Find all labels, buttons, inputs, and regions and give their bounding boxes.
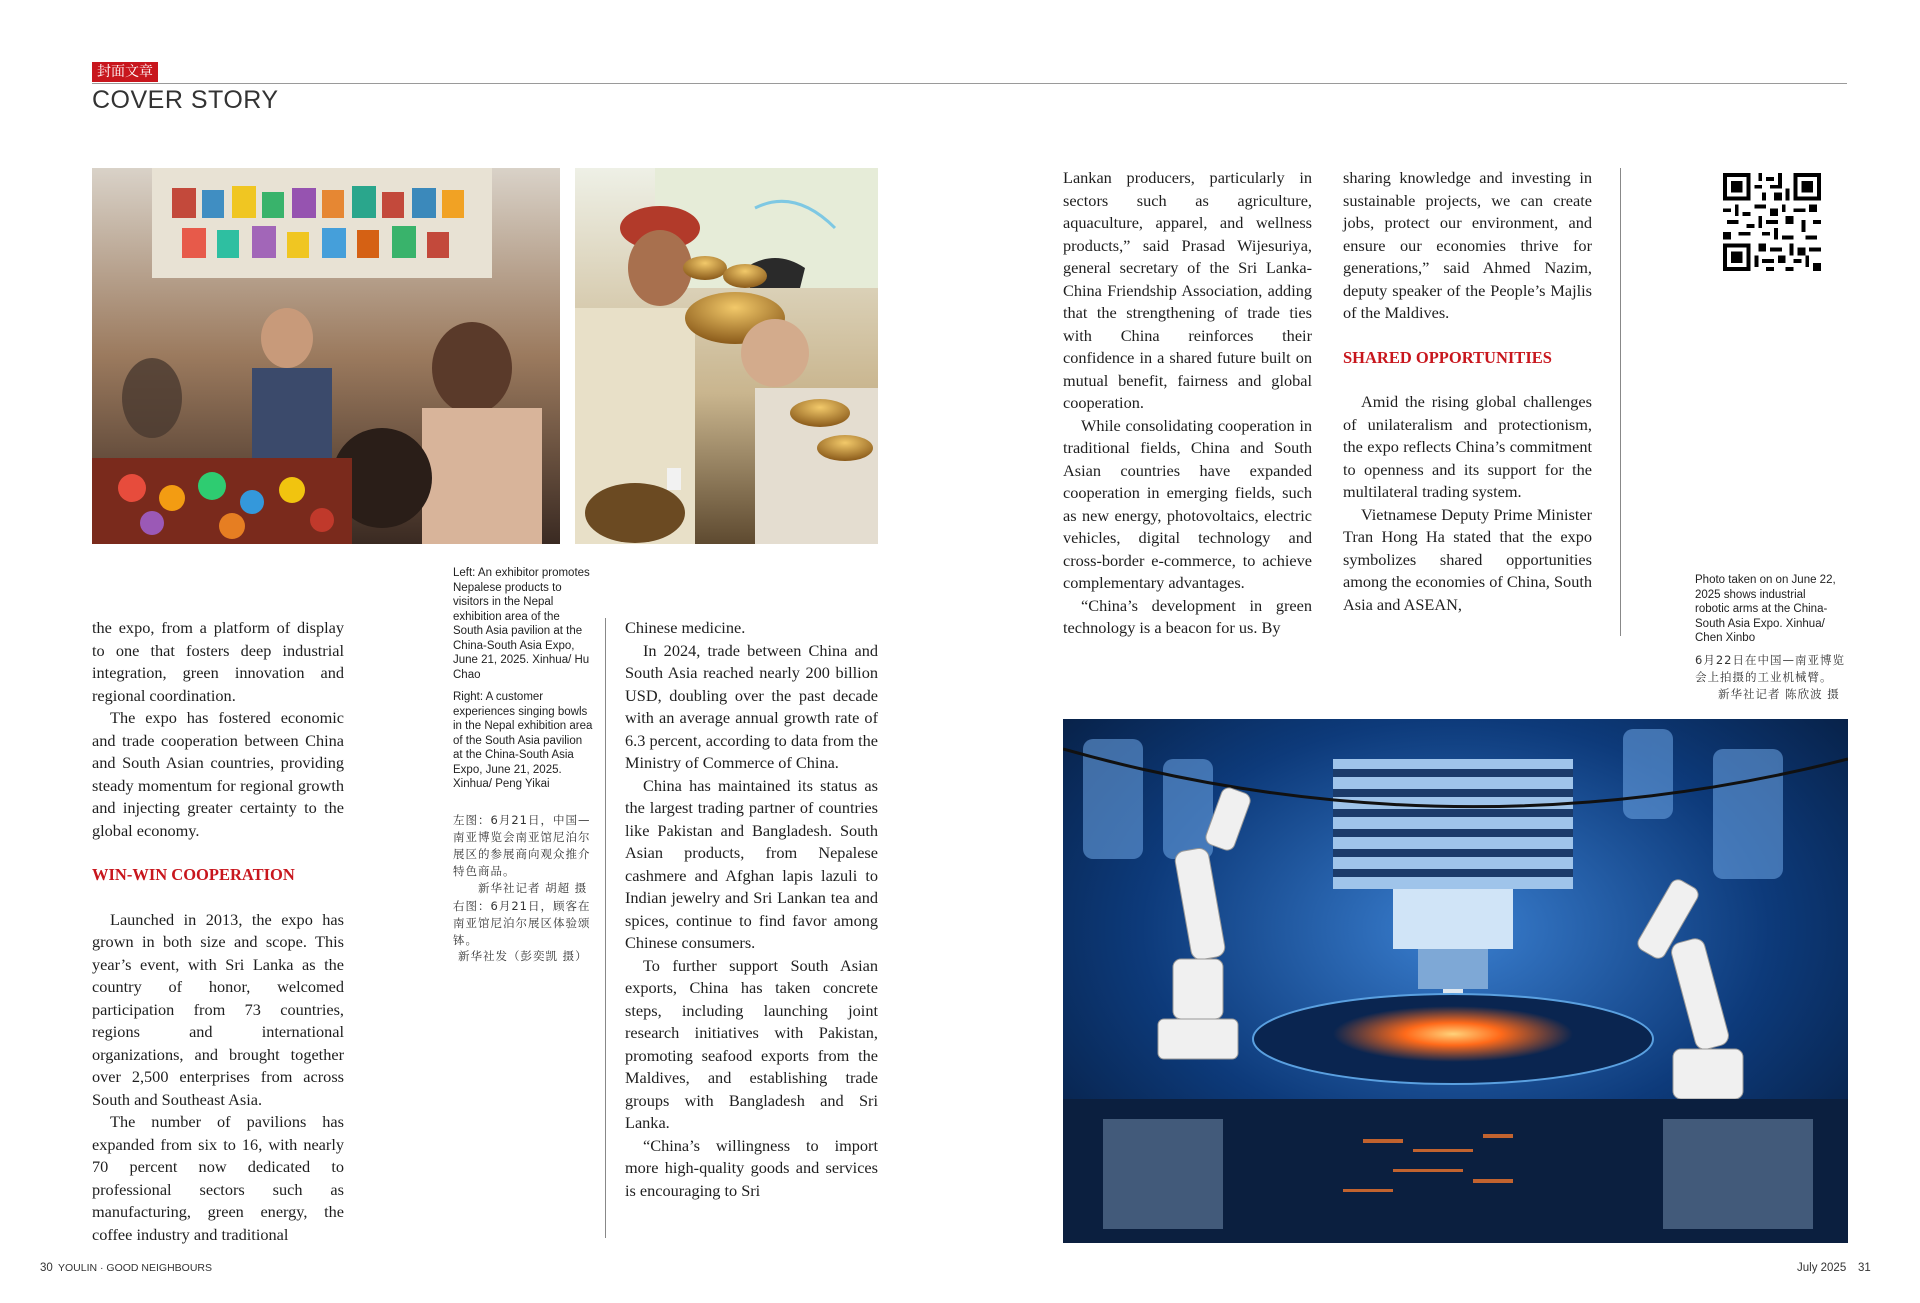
col1-paragraph-4: The number of pavilions has expanded from six to 16, with nearly 70 percent now dedicated to professional sectors such as manufacturing, green energy, the coffee industry and traditional bbox=[92, 1112, 344, 1244]
col2-paragraph-1: Chinese medicine. bbox=[625, 618, 746, 637]
caption-right-cn-credit: 新华社记者 陈欣波 摄 bbox=[1718, 687, 1840, 701]
col4-paragraph-1: sharing knowledge and investing in sustainable projects, we can create jobs, protect our environment, and ensure our economies thrive for generations,” said Ahmed Nazim, deputy speaker of the People’s Majlis of the Maldives. bbox=[1343, 168, 1592, 322]
footer-left-page-number: 30 bbox=[40, 1262, 53, 1274]
col4-paragraph-3: Vietnamese Deputy Prime Minister Tran Hong Ha stated that the expo symbolizes shared opportunities among the economies of China, South Asia and ASEAN, bbox=[1343, 504, 1592, 614]
caption-right-en: Photo taken on on June 22, 2025 shows industrial robotic arms at the China-South Asia Expo. Xinhua/ Chen Xinbo bbox=[1695, 574, 1836, 644]
qr-code-icon bbox=[1723, 173, 1821, 271]
section-badge: 封面文章 bbox=[92, 62, 158, 82]
photo-nepal-stall-image bbox=[92, 168, 560, 544]
photo-singing-bowls-image bbox=[575, 168, 878, 544]
caption-left-en-1: Left: An exhibitor promotes Nepalese products to visitors in the Nepal exhibition area of the South Asia pavilion at the China-South Asia Expo, June 21, 2025. Xinhua/ Hu Chao bbox=[453, 567, 590, 681]
caption-left-cn-1-credit: 新华社记者 胡超 摄 bbox=[478, 881, 588, 895]
section-title: COVER STORY bbox=[92, 86, 279, 114]
photo-nepal-stall bbox=[92, 168, 560, 544]
article-column-2 bbox=[625, 617, 878, 1202]
column-divider-right bbox=[1620, 168, 1621, 636]
col2-paragraph-3: China has maintained its status as the largest trading partner of countries like Pakistan and Bangladesh. South Asian products, from Nepalese cashmere and Afghan lapis lazuli to Indian jewelry and Sri Lankan tea and spices, continue to find favor among Chinese consumers. bbox=[625, 775, 878, 952]
footer-right-date: July 2025 bbox=[1797, 1262, 1847, 1274]
col2-paragraph-5: “China’s willingness to import more high-quality goods and services is encouraging to Sri bbox=[625, 1135, 878, 1200]
column-divider-left bbox=[605, 618, 606, 1238]
subheading-win-win: WIN-WIN COOPERATION bbox=[92, 865, 295, 884]
caption-right-cn: 6月22日在中国—南亚博览会上拍摄的工业机械臂。 bbox=[1695, 653, 1845, 684]
article-column-3 bbox=[1063, 167, 1312, 640]
col1-paragraph-3: Launched in 2013, the expo has grown in both size and scope. This year’s event, with Sri Lanka as the country of honor, welcomed participation from 73 countries, regions and international organizations, and brought together over 2,500 enterprises from across South and Southeast Asia. bbox=[92, 909, 344, 1109]
article-column-1 bbox=[92, 617, 344, 1246]
header-rule bbox=[92, 83, 1847, 84]
caption-left-en-2: Right: A customer experiences singing bowls in the Nepal exhibition area of the South Asia pavilion at the China-South Asia Expo, June 21, 2025. Xinhua/ Peng Yikai bbox=[453, 691, 593, 790]
photo-robotic-arms-image bbox=[1063, 719, 1848, 1243]
col2-paragraph-4: To further support South Asian exports, China has taken concrete steps, including launching joint research initiatives with Pakistan, promoting seafood exports from the Maldives, and establishing trade groups with Bangladesh and Sri Lanka. bbox=[625, 955, 878, 1132]
photo-singing-bowls bbox=[575, 168, 878, 544]
footer-left-brand: YOULIN · GOOD NEIGHBOURS bbox=[58, 1262, 213, 1274]
caption-left-cn-1: 左图：6月21日，中国—南亚博览会南亚馆尼泊尔展区的参展商向观众推介特色商品。 bbox=[453, 813, 591, 878]
col3-paragraph-1: Lankan producers, particularly in sectors such as agriculture, aquaculture, apparel, and wellness products,” said Prasad Wijesuriya, general secretary of the Sri Lanka-China Friendship Association, adding that the strengthening of trade ties with China reinforces their confidence in a shared future built on mutual benefit, fairness and global cooperation. bbox=[1063, 168, 1312, 412]
col3-paragraph-3: “China’s development in green technology is a beacon for us. By bbox=[1063, 595, 1312, 637]
qr-code[interactable] bbox=[1723, 173, 1821, 271]
caption-left-cn-2-credit: 新华社发（彭奕凯 摄） bbox=[458, 949, 588, 963]
photo-robotic-arms bbox=[1063, 719, 1848, 1243]
col4-paragraph-2: Amid the rising global challenges of unilateralism and protectionism, the expo reflects China’s commitment to openness and its support for the multilateral trading system. bbox=[1343, 392, 1592, 501]
col1-paragraph-1: the expo, from a platform of display to one that fosters deep industrial integration, green innovation and regional coordination. bbox=[92, 618, 344, 705]
footer-right-page-number: 31 bbox=[1858, 1262, 1871, 1274]
col2-paragraph-2: In 2024, trade between China and South Asia reached nearly 200 billion USD, doubling over the past decade with an average annual growth rate of 6.3 percent, according to data from the Ministry of Commerce of China. bbox=[625, 640, 878, 772]
col3-paragraph-2: While consolidating cooperation in traditional fields, China and South Asian countries have expanded cooperation in emerging fields, such as new energy, photovoltaics, electric vehicles, digital technology and cross-border e-commerce, to achieve complementary advantages. bbox=[1063, 415, 1312, 592]
subheading-shared-opportunities: SHARED OPPORTUNITIES bbox=[1343, 347, 1552, 367]
caption-left-cn-2: 右图：6月21日，顾客在南亚馆尼泊尔展区体验颂钵。 bbox=[453, 899, 591, 947]
col1-paragraph-2: The expo has fostered economic and trade cooperation between China and South Asian countries, providing steady momentum for regional growth and injecting greater certainty to the global economy. bbox=[92, 708, 344, 840]
article-column-4 bbox=[1343, 167, 1592, 616]
